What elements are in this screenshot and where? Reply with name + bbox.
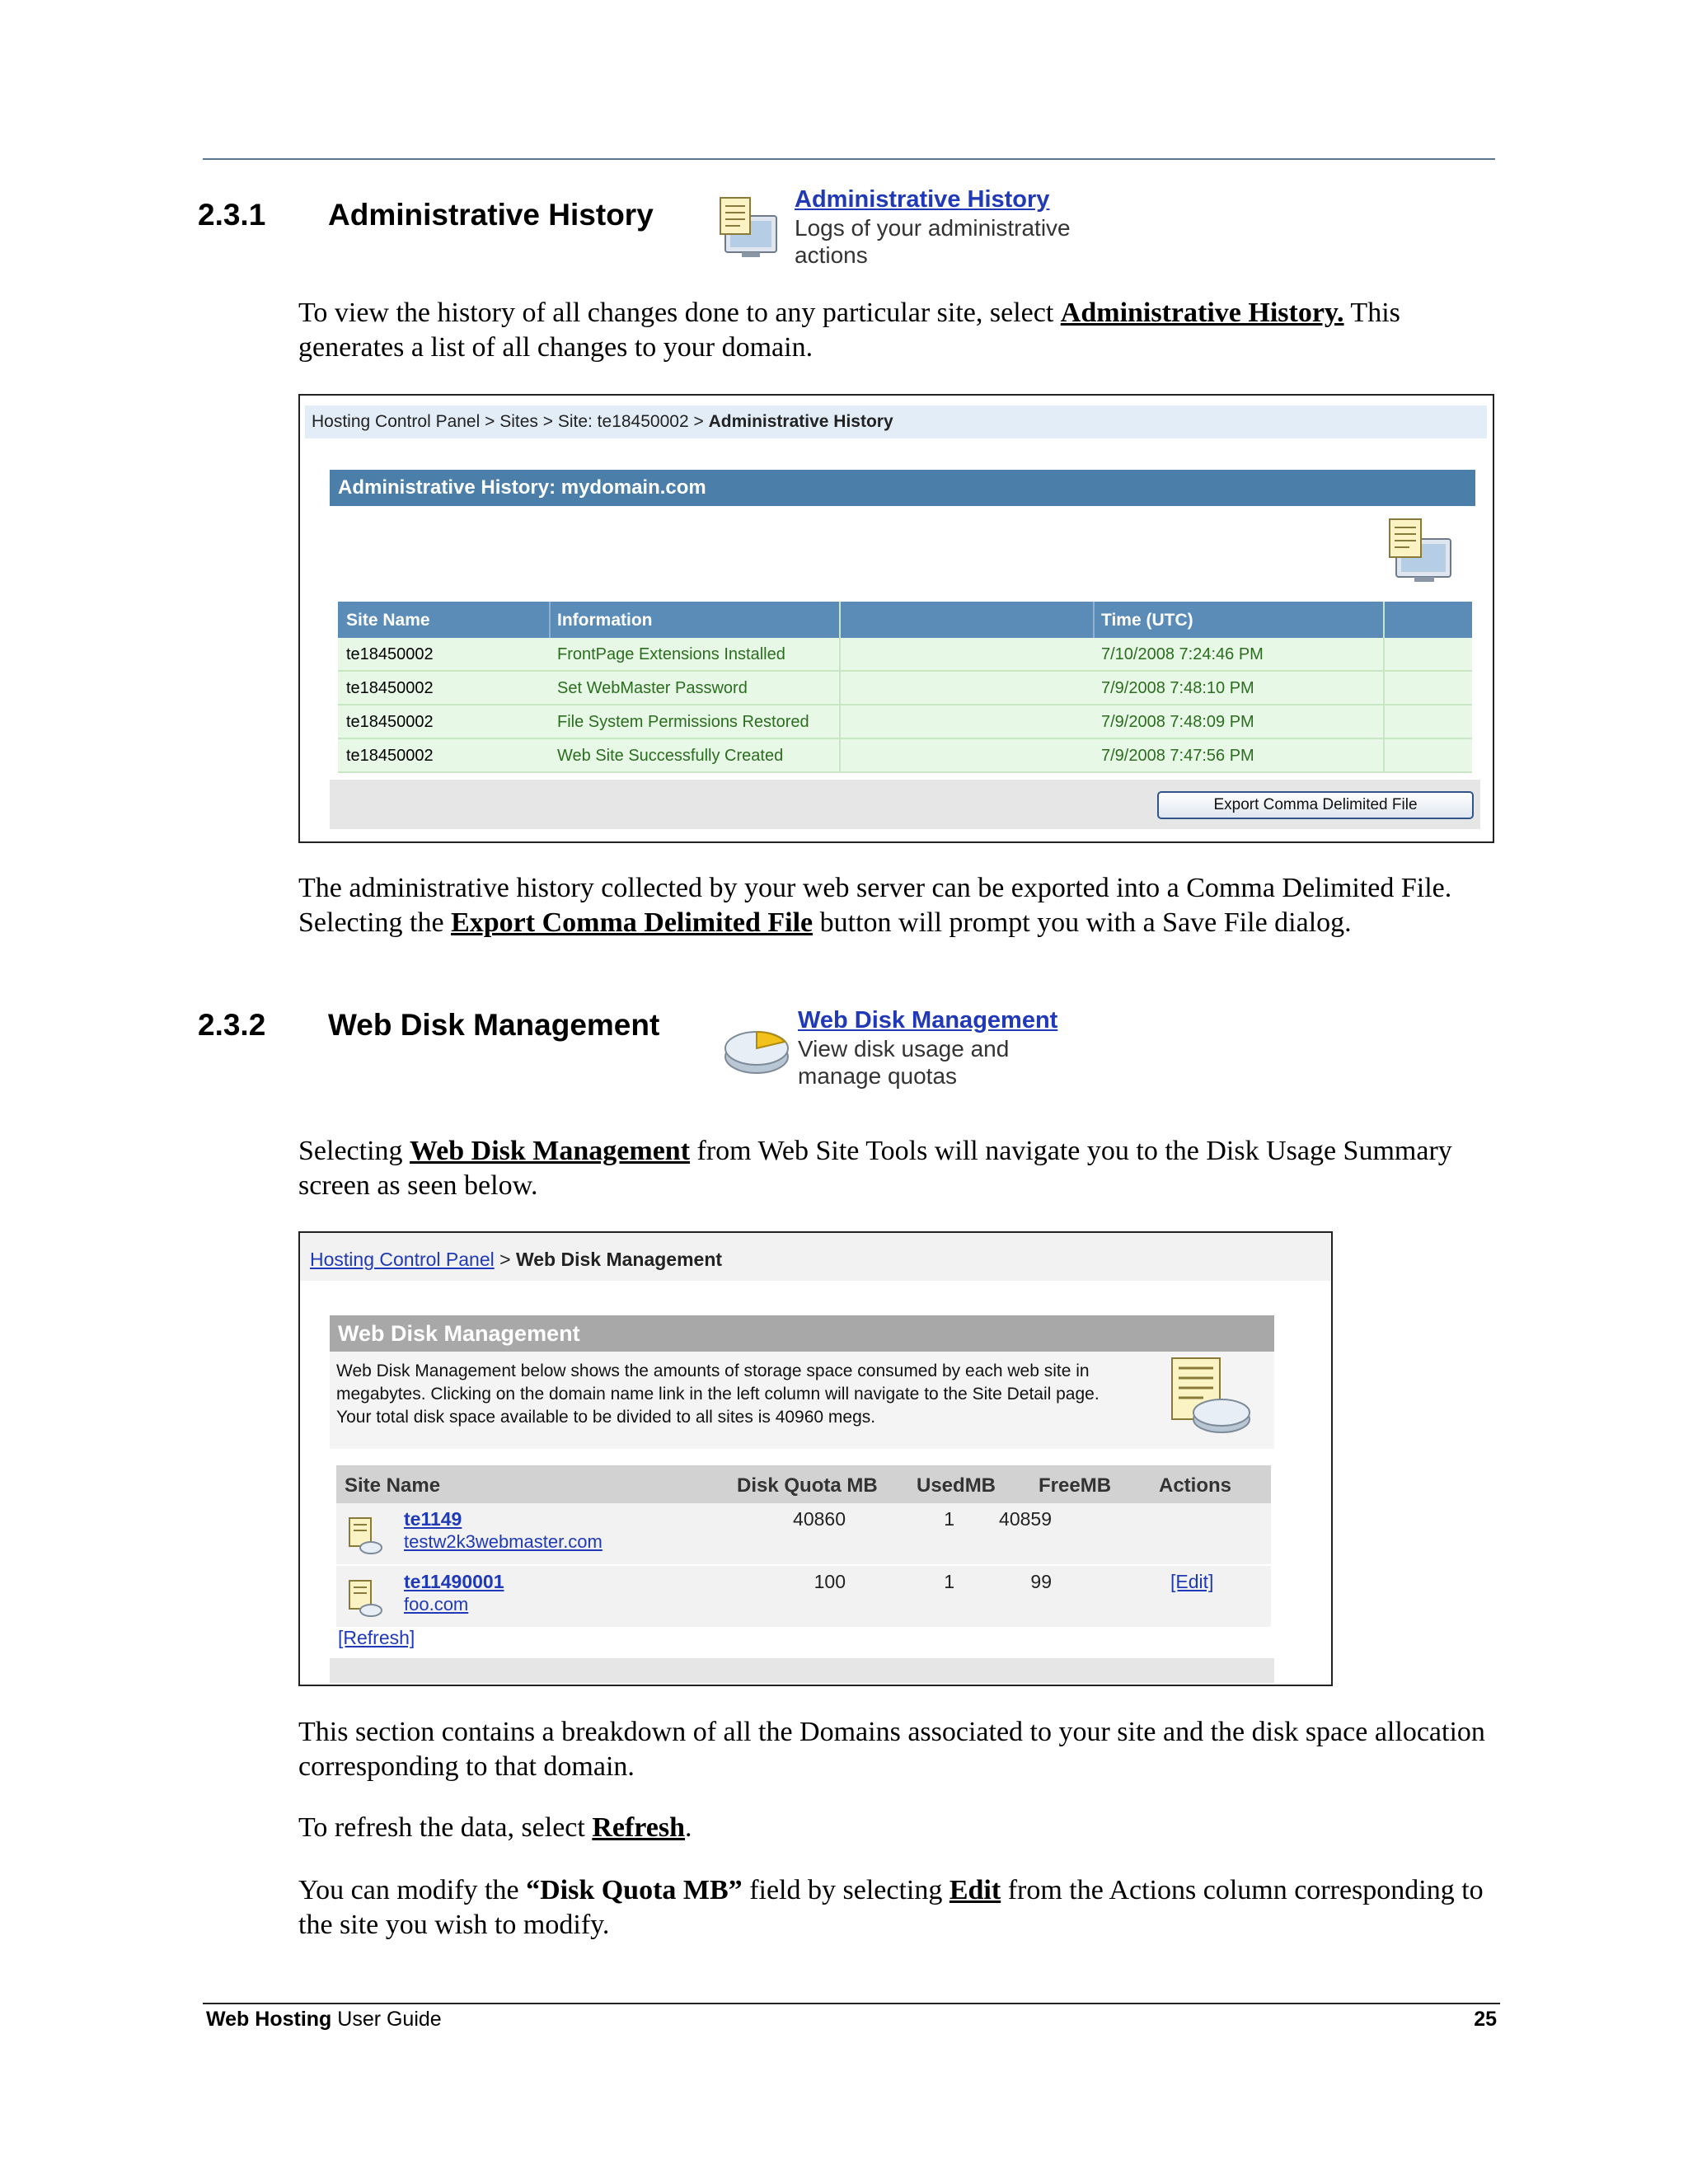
domain-link[interactable]: testw2k3webmaster.com bbox=[404, 1531, 603, 1552]
section-number: 2.3.1 bbox=[198, 198, 266, 232]
breadcrumb-current: Administrative History bbox=[708, 412, 893, 431]
col-actions: Actions bbox=[1159, 1474, 1232, 1497]
header-rule bbox=[203, 158, 1495, 160]
breadcrumb-current: Web Disk Management bbox=[515, 1249, 723, 1270]
breadcrumb: Hosting Control Panel > Web Disk Management bbox=[300, 1233, 1331, 1281]
web-disk-screenshot bbox=[298, 1231, 1333, 1686]
web-disk-feature[interactable] bbox=[722, 1007, 1085, 1093]
disk-report-icon bbox=[1167, 1355, 1253, 1441]
edit-paragraph: You can modify the “Disk Quota MB” field by selecting Edit from the Actions column corresponding to the site you wish to modify. bbox=[298, 1875, 1484, 1940]
admin-history-link[interactable]: Administrative History bbox=[795, 186, 1050, 213]
web-disk-desc-line1: View disk usage and bbox=[798, 1036, 1010, 1062]
col-free: FreeMB bbox=[1039, 1474, 1112, 1497]
export-csv-button[interactable]: Export Comma Delimited File bbox=[1157, 791, 1474, 819]
col-time: Time (UTC) bbox=[1101, 611, 1193, 630]
table-header bbox=[336, 1465, 1271, 1503]
web-disk-desc-line2: manage quotas bbox=[798, 1063, 958, 1089]
history-icon bbox=[1385, 514, 1459, 589]
breadcrumb-path[interactable]: Hosting Control Panel > Sites > Site: te18450002 > bbox=[312, 412, 709, 431]
panel-title: Administrative History: mydomain.com bbox=[330, 470, 1475, 506]
table-row: te11490001 foo.com 100 1 99 [Edit] bbox=[336, 1566, 1271, 1627]
admin-history-screenshot bbox=[298, 394, 1494, 843]
admin-history-intro: To view the history of all changes done to any particular site, select Administrative History. This generates a list of all changes to your domain. bbox=[298, 298, 1400, 363]
site-icon bbox=[348, 1516, 382, 1561]
admin-history-icon bbox=[717, 193, 783, 266]
breadcrumb-hosting-control-panel[interactable]: Hosting Control Panel bbox=[310, 1249, 495, 1270]
admin-history-feature[interactable] bbox=[717, 186, 1080, 269]
table-row: te18450002 File System Permissions Restored 7/9/2008 7:48:09 PM bbox=[338, 705, 1472, 739]
site-link[interactable]: te1149 bbox=[404, 1508, 462, 1530]
footer-bar bbox=[330, 1658, 1274, 1683]
footer-rule bbox=[203, 2003, 1500, 2004]
site-icon bbox=[348, 1579, 382, 1624]
button-bar bbox=[330, 780, 1480, 829]
disk-icon bbox=[722, 1017, 791, 1082]
refresh-link[interactable]: [Refresh] bbox=[338, 1627, 415, 1648]
table-row: te18450002 Web Site Successfully Created 7/9/2008 7:47:56 PM bbox=[338, 739, 1472, 773]
col-site-name: Site Name bbox=[346, 611, 430, 630]
table-row: te1149 testw2k3webmaster.com 40860 1 40859 bbox=[336, 1503, 1271, 1564]
domains-paragraph: This section contains a breakdown of all the Domains associated to your site and the disk space allocation corresponding to that domain. bbox=[298, 1717, 1485, 1782]
table-row: te18450002 Set WebMaster Password 7/9/2008 7:48:10 PM bbox=[338, 672, 1472, 705]
footer-title: Web Hosting User Guide bbox=[206, 2008, 442, 2031]
section-title: Administrative History bbox=[328, 198, 654, 232]
domain-link[interactable]: foo.com bbox=[404, 1594, 469, 1615]
table-header bbox=[338, 602, 1472, 638]
admin-history-desc-line1: Logs of your administrative bbox=[795, 215, 1071, 241]
col-information: Information bbox=[557, 611, 653, 630]
refresh-paragraph: To refresh the data, select Refresh. bbox=[298, 1812, 692, 1843]
col-used: UsedMB bbox=[917, 1474, 996, 1497]
col-disk-quota: Disk Quota MB bbox=[737, 1474, 878, 1497]
breadcrumb bbox=[305, 405, 1487, 438]
site-link[interactable]: te11490001 bbox=[404, 1571, 504, 1592]
panel-title: Web Disk Management bbox=[330, 1315, 1274, 1352]
page-number: 25 bbox=[1474, 2008, 1497, 2031]
table-row: te18450002 FrontPage Extensions Installed 7/10/2008 7:24:46 PM bbox=[338, 638, 1472, 672]
edit-link[interactable]: [Edit] bbox=[1170, 1571, 1214, 1592]
panel-description: Web Disk Management below shows the amounts of storage space consumed by each web site in megabytes. Clicking on the domain name link in the left column will navigate to the Site Detail page. Your total disk space available to be divided to all sites is 40960 megs. bbox=[336, 1361, 1100, 1427]
section-title: Web Disk Management bbox=[328, 1008, 660, 1042]
section-number: 2.3.2 bbox=[198, 1008, 266, 1042]
admin-history-desc-line2: actions bbox=[795, 242, 868, 268]
export-paragraph: The administrative history collected by your web server can be exported into a Comma Delimited File. Selecting the Export Comma Delimited File button will prompt you with a Save File dialog. bbox=[298, 873, 1452, 938]
web-disk-link[interactable]: Web Disk Management bbox=[798, 1007, 1058, 1033]
web-disk-intro: Selecting Web Disk Management from Web Site Tools will navigate you to the Disk Usage Summary screen as seen below. bbox=[298, 1136, 1452, 1201]
col-site-name: Site Name bbox=[345, 1474, 441, 1497]
